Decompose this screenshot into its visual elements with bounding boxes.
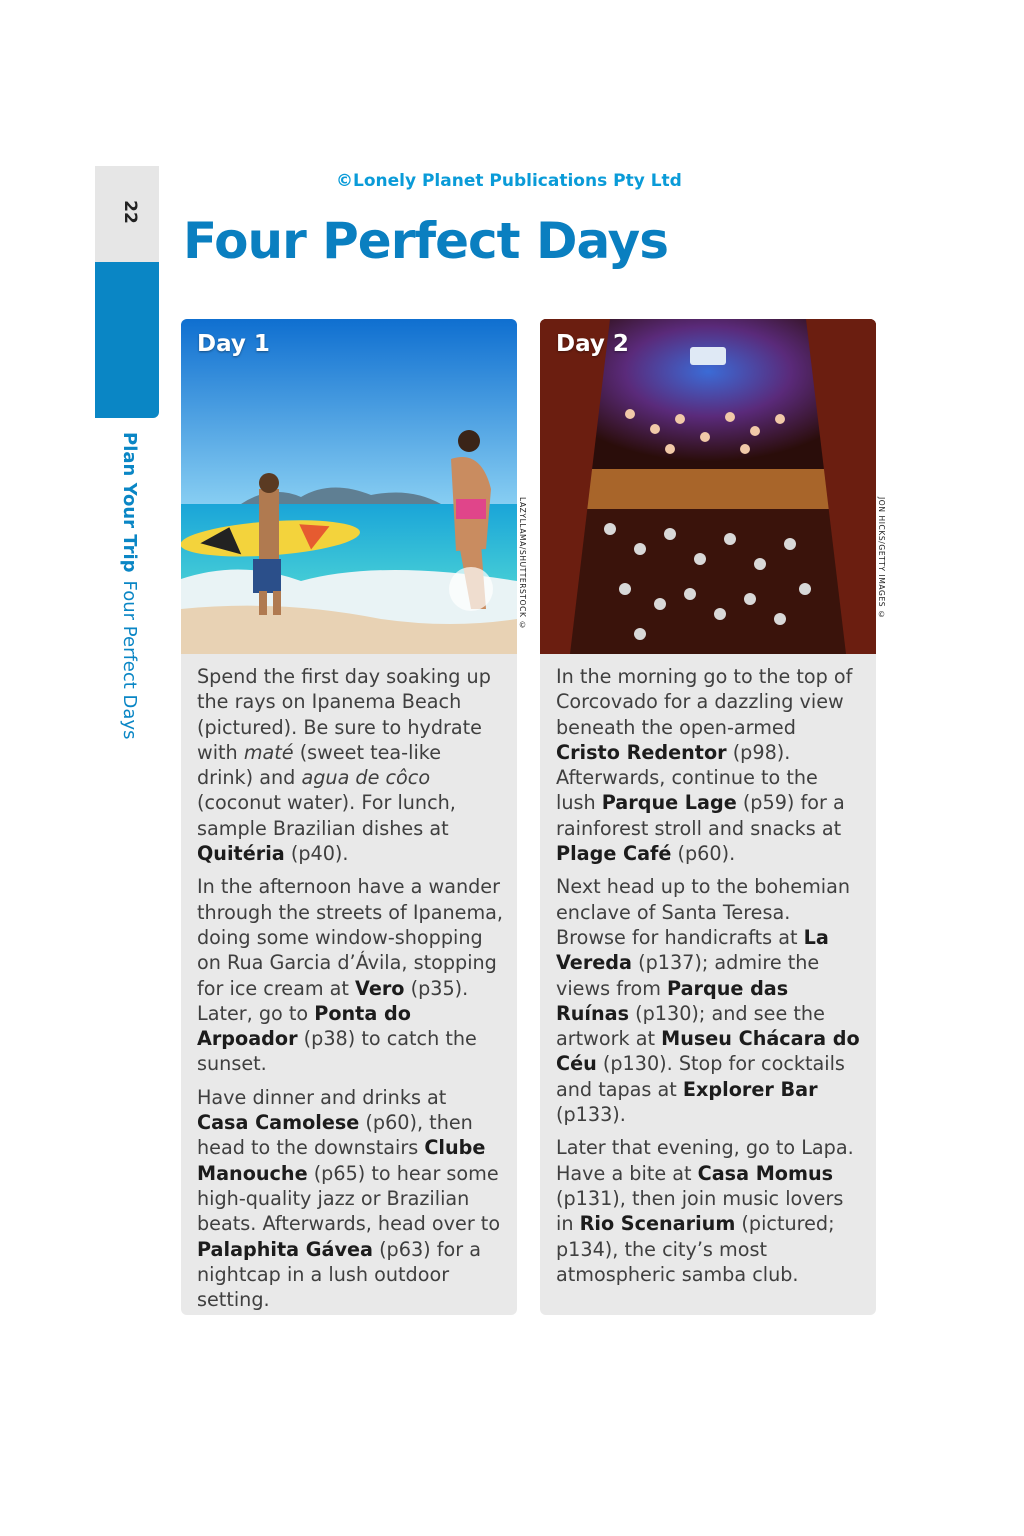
day-2-paragraph-2: Next head up to the bohemian enclave of Santa Teresa. Browse for handicrafts at La Vereda (p137); admire the views from Parque das Ruínas (p130); and see the artwork at Museu Chácara do Céu (p130). Stop for cocktails and tapas at Explorer Bar (p133). [556, 875, 860, 1127]
page-title: Four Perfect Days [183, 212, 669, 270]
day-2-paragraph-3: Later that evening, go to Lapa. Have a bite at Casa Momus (p131), then join music lovers in Rio Scenarium (pictured; p134), the city’s most atmospheric samba club. [556, 1136, 854, 1286]
beach-photo [181, 319, 517, 654]
day-1-label: Day 1 [197, 331, 270, 357]
copyright-notice: ©Lonely Planet Publications Pty Ltd [336, 171, 682, 191]
subsection-label: Four Perfect Days [119, 580, 140, 740]
section-tab [95, 262, 159, 418]
page-number: 22 [120, 200, 140, 224]
samba-club-photo [540, 319, 876, 654]
day-1-paragraph-2: In the afternoon have a wander through the streets of Ipanema, doing some window-shopping on Rua Garcia d’Ávila, stopping for ice cream at Vero (p35). Later, go to Ponta do Arpoador (p38) to catch the sunset. [197, 875, 503, 1076]
day-1-paragraph-1: Spend the first day soaking up the rays on Ipanema Beach (pictured). Be sure to hydrate with maté (sweet tea-like drink) and agua de côco (coconut water). For lunch, sample Brazilian dishes at Quitéria (p40). [197, 665, 491, 866]
section-label: Plan Your Trip [119, 432, 140, 573]
day-1-paragraph-3: Have dinner and drinks at Casa Camolese (p60), then head to the downstairs Clube Manouche (p65) to hear some high-quality jazz or Brazilian beats. Afterwards, head over to Palaphita Gávea (p63) for a nightcap in a lush outdoor setting. [197, 1085, 501, 1312]
day-1-card [181, 319, 517, 1315]
section-running-head [119, 432, 140, 739]
day-2-card [540, 319, 876, 1315]
day-1-photo-credit: LAZYLLAMA/SHUTTERSTOCK © [518, 497, 527, 631]
day-2-paragraph-1: In the morning go to the top of Corcovado for a dazzling view beneath the open-armed Cristo Redentor (p98). Afterwards, continue to the lush Parque Lage (p59) for a rainforest stroll and snacks at Plage Café (p60). [556, 665, 853, 866]
day-2-photo [540, 319, 876, 654]
day-1-photo [181, 319, 517, 654]
day-2-label: Day 2 [556, 331, 629, 357]
day-2-text [540, 654, 876, 1287]
day-2-photo-credit: JON HICKS/GETTY IMAGES © [877, 497, 886, 620]
day-1-text [181, 654, 517, 1312]
